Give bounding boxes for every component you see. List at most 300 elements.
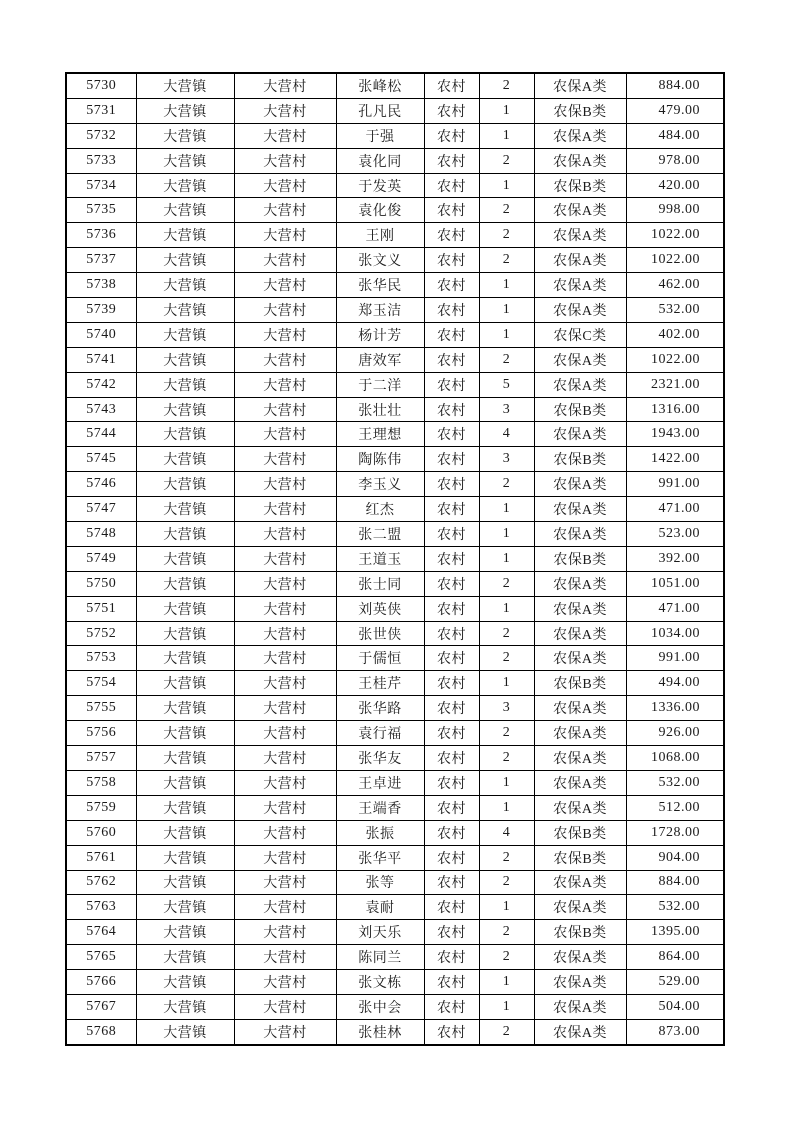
cell-town: 大营镇	[136, 73, 234, 98]
cell-sequence-number: 5750	[66, 571, 136, 596]
table-row	[66, 273, 724, 298]
table-row	[66, 98, 724, 123]
cell-town: 大营镇	[136, 994, 234, 1019]
cell-person-name: 张世侠	[336, 621, 424, 646]
cell-amount: 471.00	[626, 497, 724, 522]
cell-village: 大营村	[234, 895, 336, 920]
cell-residence-type: 农村	[424, 98, 479, 123]
cell-town: 大营镇	[136, 920, 234, 945]
pension-roster-table	[65, 72, 725, 1046]
cell-insurance-category: 农保A类	[534, 522, 626, 547]
cell-town: 大营镇	[136, 298, 234, 323]
cell-amount: 529.00	[626, 970, 724, 995]
cell-person-count: 2	[479, 945, 534, 970]
cell-insurance-category: 农保A类	[534, 994, 626, 1019]
cell-town: 大营镇	[136, 596, 234, 621]
cell-amount: 978.00	[626, 148, 724, 173]
cell-amount: 420.00	[626, 173, 724, 198]
cell-residence-type: 农村	[424, 422, 479, 447]
table-row	[66, 770, 724, 795]
cell-residence-type: 农村	[424, 322, 479, 347]
cell-person-count: 1	[479, 795, 534, 820]
cell-residence-type: 农村	[424, 845, 479, 870]
cell-person-name: 袁行福	[336, 721, 424, 746]
cell-person-name: 张壮壮	[336, 397, 424, 422]
cell-person-name: 张二盟	[336, 522, 424, 547]
cell-town: 大营镇	[136, 945, 234, 970]
cell-sequence-number: 5767	[66, 994, 136, 1019]
cell-insurance-category: 农保A类	[534, 347, 626, 372]
table-row	[66, 148, 724, 173]
cell-person-count: 1	[479, 497, 534, 522]
cell-village: 大营村	[234, 696, 336, 721]
cell-town: 大营镇	[136, 248, 234, 273]
table-row	[66, 820, 724, 845]
cell-sequence-number: 5745	[66, 447, 136, 472]
cell-person-name: 于强	[336, 123, 424, 148]
cell-sequence-number: 5743	[66, 397, 136, 422]
cell-person-count: 2	[479, 472, 534, 497]
table-row	[66, 123, 724, 148]
cell-person-count: 3	[479, 447, 534, 472]
table-row	[66, 970, 724, 995]
cell-person-name: 袁化同	[336, 148, 424, 173]
cell-insurance-category: 农保A类	[534, 372, 626, 397]
cell-village: 大营村	[234, 148, 336, 173]
cell-person-count: 1	[479, 770, 534, 795]
cell-person-name: 王桂芹	[336, 671, 424, 696]
cell-person-count: 4	[479, 422, 534, 447]
cell-amount: 1022.00	[626, 223, 724, 248]
cell-person-name: 王刚	[336, 223, 424, 248]
cell-person-count: 3	[479, 397, 534, 422]
cell-insurance-category: 农保A类	[534, 123, 626, 148]
cell-town: 大营镇	[136, 98, 234, 123]
cell-insurance-category: 农保A类	[534, 223, 626, 248]
cell-sequence-number: 5733	[66, 148, 136, 173]
table-row	[66, 546, 724, 571]
cell-town: 大营镇	[136, 198, 234, 223]
cell-town: 大营镇	[136, 522, 234, 547]
cell-insurance-category: 农保A类	[534, 596, 626, 621]
cell-residence-type: 农村	[424, 397, 479, 422]
cell-person-name: 王道玉	[336, 546, 424, 571]
table-row	[66, 198, 724, 223]
cell-town: 大营镇	[136, 895, 234, 920]
cell-person-count: 1	[479, 98, 534, 123]
cell-town: 大营镇	[136, 820, 234, 845]
cell-village: 大营村	[234, 522, 336, 547]
cell-person-name: 杨计芳	[336, 322, 424, 347]
cell-amount: 991.00	[626, 646, 724, 671]
cell-village: 大营村	[234, 746, 336, 771]
table-row	[66, 248, 724, 273]
cell-sequence-number: 5746	[66, 472, 136, 497]
cell-village: 大营村	[234, 970, 336, 995]
cell-residence-type: 农村	[424, 447, 479, 472]
cell-residence-type: 农村	[424, 571, 479, 596]
cell-town: 大营镇	[136, 223, 234, 248]
table-row	[66, 621, 724, 646]
cell-residence-type: 农村	[424, 646, 479, 671]
cell-village: 大营村	[234, 347, 336, 372]
cell-amount: 926.00	[626, 721, 724, 746]
cell-town: 大营镇	[136, 970, 234, 995]
cell-residence-type: 农村	[424, 248, 479, 273]
cell-person-count: 2	[479, 73, 534, 98]
cell-sequence-number: 5755	[66, 696, 136, 721]
cell-village: 大营村	[234, 571, 336, 596]
cell-amount: 1336.00	[626, 696, 724, 721]
cell-person-name: 王卓进	[336, 770, 424, 795]
cell-person-count: 1	[479, 546, 534, 571]
cell-person-count: 2	[479, 248, 534, 273]
cell-insurance-category: 农保A类	[534, 1019, 626, 1044]
cell-person-count: 2	[479, 920, 534, 945]
cell-village: 大营村	[234, 795, 336, 820]
table-row	[66, 746, 724, 771]
cell-sequence-number: 5741	[66, 347, 136, 372]
cell-insurance-category: 农保A类	[534, 571, 626, 596]
cell-insurance-category: 农保A类	[534, 298, 626, 323]
table-row	[66, 173, 724, 198]
table-body	[66, 73, 724, 1045]
cell-amount: 479.00	[626, 98, 724, 123]
cell-amount: 2321.00	[626, 372, 724, 397]
table-row	[66, 721, 724, 746]
cell-insurance-category: 农保B类	[534, 546, 626, 571]
cell-insurance-category: 农保A类	[534, 870, 626, 895]
cell-sequence-number: 5748	[66, 522, 136, 547]
cell-village: 大营村	[234, 223, 336, 248]
cell-town: 大营镇	[136, 372, 234, 397]
cell-sequence-number: 5734	[66, 173, 136, 198]
table-row	[66, 895, 724, 920]
cell-sequence-number: 5736	[66, 223, 136, 248]
cell-amount: 884.00	[626, 870, 724, 895]
cell-town: 大营镇	[136, 472, 234, 497]
cell-residence-type: 农村	[424, 273, 479, 298]
table-row	[66, 596, 724, 621]
cell-person-count: 2	[479, 646, 534, 671]
cell-town: 大营镇	[136, 646, 234, 671]
cell-insurance-category: 农保A类	[534, 148, 626, 173]
cell-person-name: 张峰松	[336, 73, 424, 98]
cell-person-name: 孔凡民	[336, 98, 424, 123]
cell-person-count: 2	[479, 721, 534, 746]
cell-sequence-number: 5744	[66, 422, 136, 447]
cell-residence-type: 农村	[424, 223, 479, 248]
table-row	[66, 422, 724, 447]
cell-residence-type: 农村	[424, 945, 479, 970]
cell-residence-type: 农村	[424, 123, 479, 148]
cell-village: 大营村	[234, 123, 336, 148]
cell-person-name: 张文栋	[336, 970, 424, 995]
cell-residence-type: 农村	[424, 546, 479, 571]
cell-residence-type: 农村	[424, 497, 479, 522]
cell-town: 大营镇	[136, 721, 234, 746]
cell-town: 大营镇	[136, 870, 234, 895]
cell-person-name: 张华平	[336, 845, 424, 870]
cell-amount: 1316.00	[626, 397, 724, 422]
cell-village: 大营村	[234, 820, 336, 845]
cell-person-name: 于发英	[336, 173, 424, 198]
cell-insurance-category: 农保A类	[534, 696, 626, 721]
cell-insurance-category: 农保A类	[534, 422, 626, 447]
cell-insurance-category: 农保B类	[534, 447, 626, 472]
cell-village: 大营村	[234, 621, 336, 646]
cell-village: 大营村	[234, 73, 336, 98]
cell-person-count: 1	[479, 994, 534, 1019]
cell-sequence-number: 5749	[66, 546, 136, 571]
cell-amount: 1022.00	[626, 347, 724, 372]
cell-sequence-number: 5730	[66, 73, 136, 98]
cell-insurance-category: 农保B类	[534, 920, 626, 945]
cell-residence-type: 农村	[424, 895, 479, 920]
cell-person-count: 1	[479, 522, 534, 547]
cell-sequence-number: 5757	[66, 746, 136, 771]
table-row	[66, 223, 724, 248]
cell-person-count: 2	[479, 845, 534, 870]
cell-person-name: 郑玉洁	[336, 298, 424, 323]
cell-village: 大营村	[234, 546, 336, 571]
table-row	[66, 920, 724, 945]
cell-town: 大营镇	[136, 671, 234, 696]
cell-residence-type: 农村	[424, 472, 479, 497]
cell-person-name: 张振	[336, 820, 424, 845]
cell-village: 大营村	[234, 447, 336, 472]
cell-sequence-number: 5765	[66, 945, 136, 970]
cell-person-count: 2	[479, 347, 534, 372]
cell-person-count: 1	[479, 298, 534, 323]
cell-amount: 392.00	[626, 546, 724, 571]
cell-amount: 523.00	[626, 522, 724, 547]
cell-person-count: 2	[479, 148, 534, 173]
cell-residence-type: 农村	[424, 820, 479, 845]
cell-sequence-number: 5764	[66, 920, 136, 945]
cell-sequence-number: 5737	[66, 248, 136, 273]
cell-town: 大营镇	[136, 273, 234, 298]
cell-insurance-category: 农保A类	[534, 770, 626, 795]
cell-amount: 402.00	[626, 322, 724, 347]
cell-town: 大营镇	[136, 347, 234, 372]
cell-residence-type: 农村	[424, 920, 479, 945]
cell-person-name: 张文义	[336, 248, 424, 273]
cell-amount: 1728.00	[626, 820, 724, 845]
cell-town: 大营镇	[136, 845, 234, 870]
cell-person-count: 2	[479, 621, 534, 646]
cell-village: 大营村	[234, 248, 336, 273]
cell-sequence-number: 5760	[66, 820, 136, 845]
cell-person-name: 红杰	[336, 497, 424, 522]
table-row	[66, 646, 724, 671]
cell-person-name: 张士同	[336, 571, 424, 596]
cell-person-count: 2	[479, 571, 534, 596]
table-row	[66, 372, 724, 397]
table-row	[66, 322, 724, 347]
cell-person-name: 于儒恒	[336, 646, 424, 671]
cell-town: 大营镇	[136, 497, 234, 522]
cell-residence-type: 农村	[424, 1019, 479, 1044]
cell-sequence-number: 5763	[66, 895, 136, 920]
table-row	[66, 447, 724, 472]
cell-person-name: 王理想	[336, 422, 424, 447]
cell-town: 大营镇	[136, 322, 234, 347]
cell-amount: 532.00	[626, 298, 724, 323]
cell-insurance-category: 农保B类	[534, 173, 626, 198]
cell-residence-type: 农村	[424, 596, 479, 621]
cell-person-count: 1	[479, 273, 534, 298]
cell-village: 大营村	[234, 870, 336, 895]
cell-insurance-category: 农保A类	[534, 472, 626, 497]
cell-amount: 998.00	[626, 198, 724, 223]
cell-person-name: 唐效军	[336, 347, 424, 372]
table-row	[66, 571, 724, 596]
cell-amount: 532.00	[626, 770, 724, 795]
cell-village: 大营村	[234, 397, 336, 422]
cell-town: 大营镇	[136, 397, 234, 422]
cell-town: 大营镇	[136, 173, 234, 198]
table-row	[66, 845, 724, 870]
cell-village: 大营村	[234, 372, 336, 397]
table-row	[66, 472, 724, 497]
cell-town: 大营镇	[136, 1019, 234, 1044]
cell-sequence-number: 5754	[66, 671, 136, 696]
cell-person-name: 张华友	[336, 746, 424, 771]
cell-sequence-number: 5766	[66, 970, 136, 995]
cell-person-count: 4	[479, 820, 534, 845]
cell-residence-type: 农村	[424, 994, 479, 1019]
cell-amount: 484.00	[626, 123, 724, 148]
cell-sequence-number: 5753	[66, 646, 136, 671]
cell-residence-type: 农村	[424, 73, 479, 98]
cell-person-count: 2	[479, 198, 534, 223]
cell-village: 大营村	[234, 322, 336, 347]
cell-amount: 884.00	[626, 73, 724, 98]
cell-sequence-number: 5740	[66, 322, 136, 347]
cell-sequence-number: 5768	[66, 1019, 136, 1044]
cell-person-name: 陶陈伟	[336, 447, 424, 472]
cell-town: 大营镇	[136, 546, 234, 571]
cell-residence-type: 农村	[424, 148, 479, 173]
table-row	[66, 795, 724, 820]
cell-amount: 1068.00	[626, 746, 724, 771]
cell-person-count: 5	[479, 372, 534, 397]
cell-person-name: 张华路	[336, 696, 424, 721]
cell-insurance-category: 农保C类	[534, 322, 626, 347]
cell-village: 大营村	[234, 646, 336, 671]
cell-town: 大营镇	[136, 447, 234, 472]
cell-insurance-category: 农保B类	[534, 820, 626, 845]
table-row	[66, 397, 724, 422]
cell-village: 大营村	[234, 273, 336, 298]
cell-insurance-category: 农保B类	[534, 98, 626, 123]
cell-sequence-number: 5758	[66, 770, 136, 795]
cell-amount: 1051.00	[626, 571, 724, 596]
cell-person-name: 于二洋	[336, 372, 424, 397]
table-row	[66, 1019, 724, 1044]
cell-residence-type: 农村	[424, 795, 479, 820]
cell-sequence-number: 5742	[66, 372, 136, 397]
cell-amount: 864.00	[626, 945, 724, 970]
cell-amount: 1022.00	[626, 248, 724, 273]
cell-village: 大营村	[234, 945, 336, 970]
cell-amount: 1395.00	[626, 920, 724, 945]
cell-residence-type: 农村	[424, 173, 479, 198]
cell-village: 大营村	[234, 920, 336, 945]
cell-village: 大营村	[234, 845, 336, 870]
cell-person-name: 刘英侠	[336, 596, 424, 621]
cell-insurance-category: 农保A类	[534, 198, 626, 223]
cell-residence-type: 农村	[424, 696, 479, 721]
cell-sequence-number: 5762	[66, 870, 136, 895]
cell-sequence-number: 5738	[66, 273, 136, 298]
cell-residence-type: 农村	[424, 347, 479, 372]
cell-amount: 504.00	[626, 994, 724, 1019]
cell-insurance-category: 农保B类	[534, 671, 626, 696]
cell-town: 大营镇	[136, 571, 234, 596]
table-row	[66, 994, 724, 1019]
cell-amount: 471.00	[626, 596, 724, 621]
table-row	[66, 671, 724, 696]
cell-insurance-category: 农保A类	[534, 621, 626, 646]
cell-sequence-number: 5761	[66, 845, 136, 870]
cell-town: 大营镇	[136, 123, 234, 148]
cell-town: 大营镇	[136, 770, 234, 795]
table-row	[66, 522, 724, 547]
cell-sequence-number: 5731	[66, 98, 136, 123]
cell-person-count: 3	[479, 696, 534, 721]
cell-town: 大营镇	[136, 746, 234, 771]
cell-village: 大营村	[234, 497, 336, 522]
cell-town: 大营镇	[136, 422, 234, 447]
cell-village: 大营村	[234, 770, 336, 795]
table-row	[66, 945, 724, 970]
cell-insurance-category: 农保A类	[534, 895, 626, 920]
cell-person-name: 张中会	[336, 994, 424, 1019]
cell-person-count: 1	[479, 123, 534, 148]
cell-residence-type: 农村	[424, 298, 479, 323]
cell-town: 大营镇	[136, 795, 234, 820]
table-row	[66, 696, 724, 721]
cell-amount: 873.00	[626, 1019, 724, 1044]
cell-sequence-number: 5759	[66, 795, 136, 820]
cell-amount: 1034.00	[626, 621, 724, 646]
table-row	[66, 298, 724, 323]
cell-amount: 512.00	[626, 795, 724, 820]
cell-sequence-number: 5747	[66, 497, 136, 522]
table-row	[66, 870, 724, 895]
cell-amount: 991.00	[626, 472, 724, 497]
cell-sequence-number: 5751	[66, 596, 136, 621]
cell-person-count: 1	[479, 671, 534, 696]
cell-residence-type: 农村	[424, 721, 479, 746]
cell-village: 大营村	[234, 1019, 336, 1044]
cell-sequence-number: 5739	[66, 298, 136, 323]
cell-amount: 1422.00	[626, 447, 724, 472]
cell-person-name: 王端香	[336, 795, 424, 820]
cell-insurance-category: 农保A类	[534, 73, 626, 98]
cell-person-name: 陈同兰	[336, 945, 424, 970]
cell-sequence-number: 5752	[66, 621, 136, 646]
cell-person-count: 2	[479, 746, 534, 771]
cell-village: 大营村	[234, 994, 336, 1019]
cell-insurance-category: 农保B类	[534, 397, 626, 422]
cell-person-name: 刘天乐	[336, 920, 424, 945]
cell-insurance-category: 农保A类	[534, 970, 626, 995]
cell-insurance-category: 农保A类	[534, 497, 626, 522]
cell-village: 大营村	[234, 98, 336, 123]
